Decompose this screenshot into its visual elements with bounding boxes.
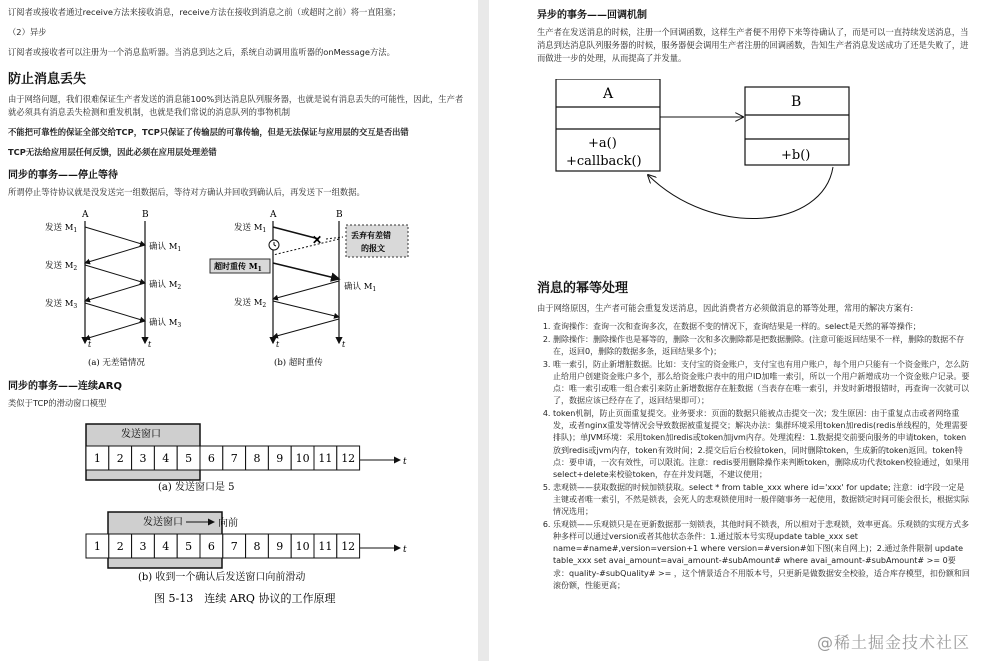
heading-arq: 同步的事务——连续ARQ (8, 381, 122, 392)
heading-async: 异步的事务——回调机制 (537, 10, 647, 21)
fig2b-caption: (b) 收到一个确认后发送窗口向前滑动 (138, 572, 306, 583)
fig1b-discard-2: 的报文 (361, 243, 385, 253)
fig1b-discard: 丢弃有差错 (351, 230, 391, 240)
fig1a-ack-m3: 确认 M (149, 318, 178, 328)
para-arq: 类似于TCP的滑动窗口模型 (8, 398, 107, 408)
fig1b-timeout: 超时重传 M (214, 261, 258, 271)
svg-text:发送 M3 (45, 298, 77, 310)
fig2a-cell-label: 12 (341, 452, 356, 465)
para-prevent-loss: 由于网络问题，我们很难保证生产者发送的消息能100%到达消息队列服务器，也就是说有消息丢失的可能性，因此，生产者就必须具有消息丢失检测和重发机制，也就是我们常说的消息队列的事物机制 (8, 94, 464, 117)
fig2a-cell-label: 6 (207, 452, 215, 465)
heading-stop-wait: 同步的事务——停止等待 (8, 170, 118, 181)
fig1b-caption: (b) 超时重传 (274, 358, 323, 368)
fig1a-t-b: t (148, 340, 152, 349)
svg-text:发送 M1 (45, 222, 77, 234)
fig2a-window-label: 发送窗口 (121, 429, 161, 440)
uml-method-b: +b() (781, 148, 811, 163)
list-item: 4. token机制，防止页面重复提交。业务要求：页面的数据只能被点击提交一次；发生原因：由于重复点击或者网络重发，或者nginx重发等情况会导致数据被重复提交；解决办法：集群环境采用token加redis(redis单线程的，处理需要排队)；单JVM环境：采用token加redis或token加jvm内存。处理流程：1.数据提交前要向服务的申请token，token放到redis或jvm内存，token有效时间；2.提交后后台校验token，同时删除token，生成新的token返回。token特点：要申请，一次有效性，可以限流。注意：redis要用删除操作来判断token，删除成功代表token校验通过，如果用select+delete来校验token，存在并发问题，不建议使用； (553, 408, 970, 481)
fig1a-send-m1: 发送 M (45, 223, 74, 233)
fig2b-forward: 向前 (218, 518, 238, 529)
uml-class-b: B (791, 94, 802, 110)
watermark: @稀土掘金技术社区 (816, 633, 970, 652)
async-desc: 订阅者或接收者可以注册为一个消息监听器。当消息到达之后，系统自动调用监听器的onMessage方法。 (8, 47, 395, 57)
bold-line-2: TCP无法给应用层任何反馈，因此必须在应用层处理差错 (8, 147, 217, 157)
fig1a-send-m3-sub: 3 (73, 303, 78, 310)
fig1a-send-m1-sub: 1 (73, 227, 78, 234)
fig2a-cell-label: 9 (276, 452, 284, 465)
async-label: （2）异步 (8, 27, 47, 37)
fig2a-cell-label: 3 (139, 452, 147, 465)
fig2a-cells (86, 446, 360, 470)
fig2a-cell-label: 4 (162, 452, 170, 465)
fig1a-label-a: A (82, 210, 89, 220)
list-item: 1. 查询操作：查询一次和查询多次，在数据不变的情况下，查询结果是一样的。select是天然的幂等操作； (553, 321, 970, 333)
fig2b-cell-label: 9 (276, 540, 284, 553)
svg-text:发送 M1 (234, 222, 266, 234)
fig1a-t-a: t (88, 340, 92, 349)
fig1b-x-mark: ✕ (312, 233, 323, 247)
fig1b-t-a: t (276, 340, 280, 349)
svg-text:发送 M2 (45, 260, 77, 272)
fig1b-label-a: A (270, 210, 277, 220)
uml-diagram (553, 79, 973, 259)
fig2a-cell-label: 7 (230, 452, 238, 465)
fig2b-cell-label: 10 (295, 540, 310, 553)
fig2a-t: t (403, 457, 407, 467)
fig1b-label-b: B (336, 210, 343, 220)
svg-text:确认 M1 (344, 281, 376, 293)
list-item: 5. 悲观锁——获取数据的时候加锁获取。select * from table_xxx where id='xxx' for update; 注意：id字段一定是主键或者唯一索引，不然是锁表，会死人的悲观锁使用时一般伴随事务一起使用，数据锁定时间可能会很长，根据实际情况选用； (553, 482, 970, 519)
fig1b-send-m1: 发送 M (234, 223, 263, 233)
fig2b-cell-label: 1 (93, 540, 101, 553)
fig2a-caption: (a) 发送窗口是 5 (158, 482, 235, 493)
fig1a-label-b: B (142, 210, 149, 220)
idempotent-list (537, 321, 970, 592)
list-item: 2. 删除操作：删除操作也是幂等的，删除一次和多次删除都是把数据删除。(注意可能返回结果不一样，删除的数据不存在，返回0，删除的数据多条，返回结果多个)； (553, 334, 970, 358)
fig2a-cell-label: 10 (295, 452, 310, 465)
fig2b-t: t (403, 545, 407, 555)
arq-figure (8, 410, 468, 610)
fig1a-send-m3: 发送 M (45, 299, 74, 309)
fig2a-cell-label: 2 (116, 452, 124, 465)
bold-line-1: 不能把可靠性的保证全部交给TCP，TCP只保证了传输层的可靠传输，但是无法保证与应用层的交互是否出错 (8, 127, 409, 137)
fig1b-ack-m1-sub: 1 (372, 286, 377, 293)
intro-line: 订阅者或接收者通过receive方法来接收消息，receive方法在接收到消息之前（或超时之前）将一直阻塞； (8, 7, 401, 17)
uml-method-callback: +callback() (566, 154, 642, 169)
fig1b-send-m2: 发送 M (234, 298, 263, 308)
svg-text:发送 M2 (234, 297, 266, 309)
svg-text:确认 M3 (149, 317, 181, 329)
svg-text:确认 M1 (149, 241, 181, 253)
svg-text:确认 M2 (149, 279, 181, 291)
fig2b-cells (86, 534, 360, 558)
left-page (0, 0, 478, 661)
right-page (489, 0, 982, 661)
uml-method-a: +a() (588, 136, 617, 151)
fig2b-cell-label: 6 (207, 540, 215, 553)
fig2b-cell-label: 4 (162, 540, 170, 553)
fig1a-send-m2-sub: 2 (73, 265, 78, 272)
fig1a-ack-m2-sub: 2 (177, 284, 182, 291)
heading-idempotent: 消息的幂等处理 (537, 281, 629, 296)
uml-class-a: A (603, 86, 614, 102)
fig1a-ack-m1: 确认 M (149, 242, 178, 252)
fig2b-cell-label: 11 (318, 540, 333, 553)
heading-prevent-loss: 防止消息丢失 (8, 72, 87, 87)
list-item: 6. 乐观锁——乐观锁只是在更新数据那一刻锁表，其他时间不锁表，所以相对于悲观锁，效率更高。乐观锁的实现方式多种多样可以通过version或者其他状态条件：1.通过版本号实现update table_xxx set name=#name#,version=version+1 where version=#version#如下图(来自网上)；2.通过条件限制 update table_xxx set avai_amount=avai_amount-#subAmount# where avai_amount-#subAmount# >= 0要求：quality-#subQuality# >= ，这个情景适合不用版本号，只更新是做数据安全校验，适合库存模型，扣份额和回滚份额，性能更高； (553, 519, 970, 592)
fig1a-ack-m2: 确认 M (149, 280, 178, 290)
fig1a-caption: (a) 无差错情况 (88, 358, 145, 368)
list-item: 3. 唯一索引，防止新增脏数据。比如：支付宝的资金账户，支付宝也有用户账户，每个用户只能有一个资金账户，怎么防止给用户创建资金账户多个，那么给资金账户表中的用户ID加唯一索引，所以一个用户新增成功一个资金账户记录。要点：唯一索引或唯一组合索引来防止新增数据存在脏数据（当表存在唯一索引，并发时新增报错时，再查询一次就可以了，数据应该已经存在了，返回结果即可）； (553, 359, 970, 408)
fig2a-cell-label: 8 (253, 452, 261, 465)
fig1b-send-m1-sub: 1 (262, 227, 267, 234)
fig2b-cell-label: 8 (253, 540, 261, 553)
fig1a-send-m2: 发送 M (45, 261, 74, 271)
para-idempotent: 由于网络原因，生产者可能会重复发送消息，因此消费者方必须做消息的幂等处理，常用的解决方案有: (537, 303, 914, 313)
fig2b-cell-label: 2 (116, 540, 124, 553)
fig2b-window-label: 发送窗口 (143, 517, 183, 528)
fig2a-cell-label: 11 (318, 452, 333, 465)
fig2b-cell-label: 7 (230, 540, 238, 553)
fig2b-cell-label: 3 (139, 540, 147, 553)
fig2b-cell-label: 5 (185, 540, 193, 553)
stop-wait-figure (8, 203, 468, 375)
fig2a-cell-label: 5 (185, 452, 193, 465)
fig1b-timeout-sub: 1 (257, 266, 262, 273)
fig1a-ack-m3-sub: 3 (177, 322, 182, 329)
fig2-main-caption: 图 5-13 连续 ARQ 协议的工作原理 (154, 592, 336, 605)
para-async: 生产者在发送消息的时候，注册一个回调函数，这样生产者便不用停下来等待确认了，而是可以一直持续发送消息，当消息到达消息队列服务器的时候，服务器便会调用生产者注册的回调函数，告知生产者消息发送成功了还是失败了，进而做进一步的处理，从而提高了并发量。 (537, 27, 969, 63)
fig1a-ack-m1-sub: 1 (177, 246, 182, 253)
fig2b-cell-label: 12 (341, 540, 356, 553)
fig1b-ack-m1: 确认 M (344, 282, 373, 292)
fig1b-send-m2-sub: 2 (262, 302, 267, 309)
fig2a-cell-label: 1 (93, 452, 101, 465)
fig1b-t-b: t (342, 340, 346, 349)
para-stop-wait: 所谓停止等待协议就是没发送完一组数据后，等待对方确认并回收到确认后，再发送下一组数据。 (8, 187, 365, 197)
